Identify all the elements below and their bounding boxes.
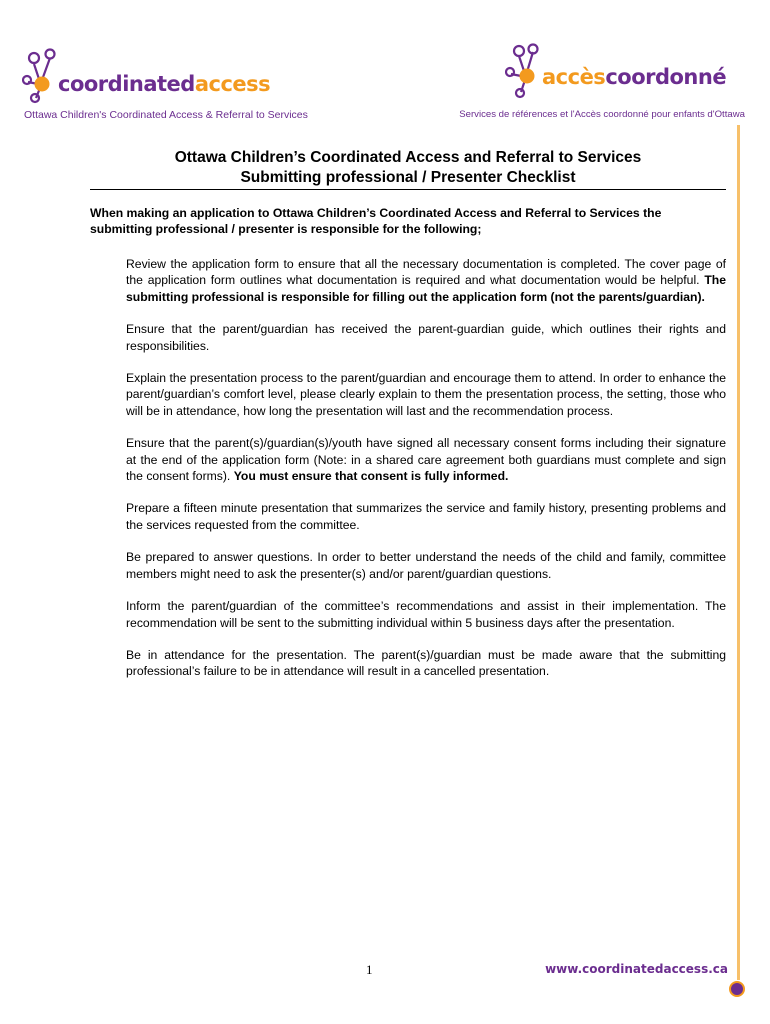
title-divider [90, 189, 726, 190]
logo-word-coordonne: coordonné [605, 65, 727, 89]
checklist-item [126, 647, 726, 680]
checklist-item [126, 435, 726, 484]
logo-tagline: Ottawa Children's Coordinated Access & Referral to Services [24, 109, 308, 121]
checklist [126, 256, 726, 696]
checklist-item-text: Ensure that the parent(s)/guardian(s)/youth have signed all necessary consent forms including their signature at the end of the application form (Note: in a shared care agreement both guardians must complete and sign the consent forms). [126, 436, 726, 484]
checklist-item [126, 321, 726, 354]
checklist-item [126, 370, 726, 419]
logo-wordmark [542, 65, 726, 89]
logo-word-acces: accès [542, 65, 606, 89]
checklist-item-emphasis: The submitting professional is responsible for filling out the application form (not the parents/guardian). [126, 273, 726, 304]
document-title: Ottawa Children’s Coordinated Access and Referral to Services [174, 149, 642, 166]
margin-rule [737, 125, 740, 980]
checklist-item-text: Inform the parent/guardian of the committee’s recommendations and assist in their implementation. The recommendation will be sent to the submitting individual within 5 business days after the presentation. [126, 599, 726, 630]
document-subtitle: Submitting professional / Presenter Checklist [240, 169, 576, 186]
logo-wordmark [58, 72, 270, 96]
checklist-item-text: Prepare a fifteen minute presentation that summarizes the service and family history, presenting problems and the services requested from the committee. [126, 501, 726, 532]
checklist-item [126, 256, 726, 305]
website-link[interactable]: www.coordinatedaccess.ca [545, 962, 728, 976]
checklist-item-text: Ensure that the parent/guardian has received the parent-guardian guide, which outlines their rights and responsibilities. [126, 322, 726, 353]
page-number: 1 [366, 962, 373, 977]
logo-word-access: access [194, 72, 271, 96]
checklist-item [126, 598, 726, 631]
checklist-item [126, 549, 726, 582]
checklist-item-text: Be prepared to answer questions. In order to better understand the needs of the child and family, committee members might need to ask the presenter(s) and/or parent/guardian questions. [126, 550, 726, 581]
checklist-item-emphasis: You must ensure that consent is fully informed. [233, 469, 509, 484]
checklist-item-text: Review the application form to ensure that all the necessary documentation is completed. The cover page of the application form outlines what documentation is required and what documentation would be helpful. [126, 257, 726, 288]
checklist-item [126, 500, 726, 533]
margin-dot-icon [729, 981, 745, 997]
intro-paragraph: When making an application to Ottawa Children’s Coordinated Access and Referral to Services the submitting professional / presenter is responsible for the following; [90, 206, 662, 237]
checklist-item-text: Explain the presentation process to the parent/guardian and encourage them to attend. In order to enhance the parent/guardian’s comfort level, please clearly explain to them the presentation process, the setting, those who will be in attendance, how long the presentation will last and the recommendation process. [126, 371, 726, 418]
logo-tagline: Services de références et l'Accès coordonné pour enfants d'Ottawa [459, 109, 745, 120]
molecule-logo-icon [505, 42, 545, 104]
checklist-item-text: Be in attendance for the presentation. The parent(s)/guardian must be made aware that the submitting professional’s failure to be in attendance will result in a cancelled presentation. [126, 647, 726, 679]
logo-word-coordinated: coordinated [58, 72, 195, 96]
molecule-logo-icon [22, 42, 62, 104]
